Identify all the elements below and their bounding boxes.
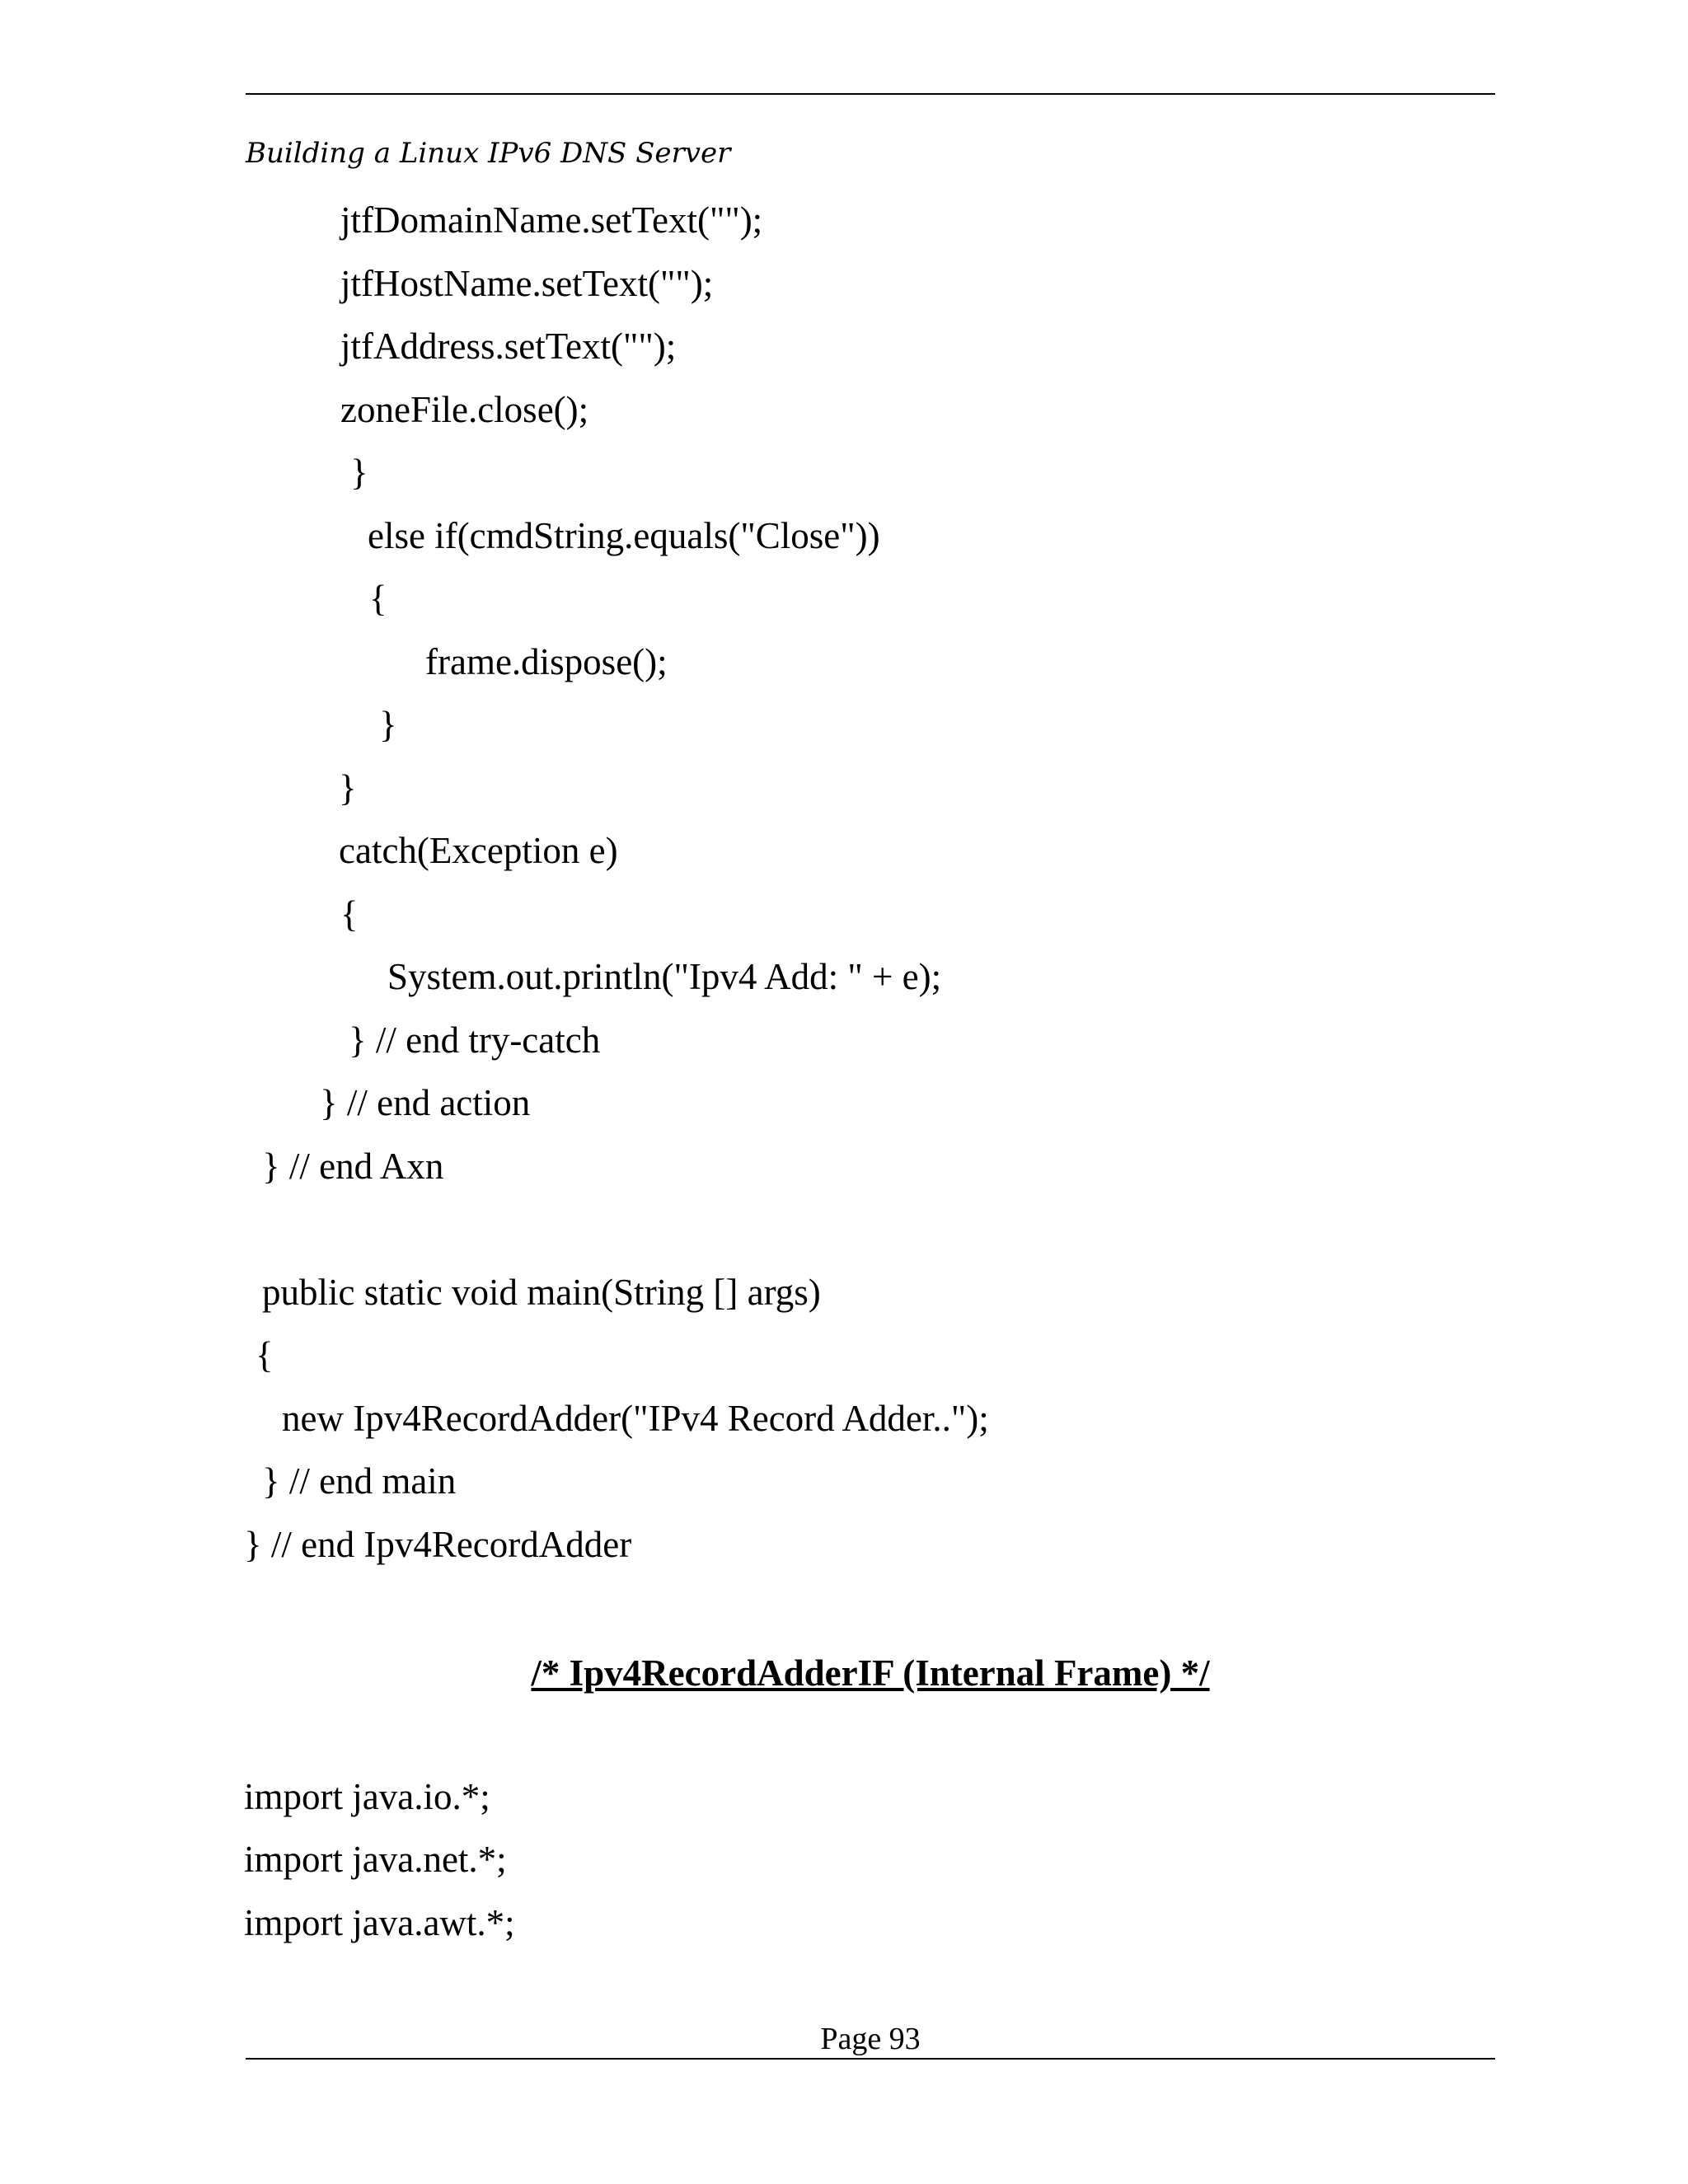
code-line: zoneFile.close(); (340, 389, 589, 430)
code-line: System.out.println("Ipv4 Add: " + e); (387, 956, 942, 997)
code-line: jtfDomainName.setText(""); (340, 199, 763, 241)
import-line: import java.io.*; (244, 1776, 490, 1817)
code-line: } // end action (320, 1082, 531, 1123)
code-line: new Ipv4RecordAdder("IPv4 Record Adder.."); (282, 1398, 989, 1439)
page-number: Page 93 (820, 2022, 921, 2056)
import-line: import java.awt.*; (244, 1902, 515, 1943)
code-line: { (256, 1334, 274, 1376)
header-rule (246, 93, 1495, 95)
import-line: import java.net.*; (244, 1839, 507, 1880)
code-line: { (369, 578, 387, 619)
code-line: public static void main(String [] args) (262, 1272, 821, 1313)
section-heading: /* Ipv4RecordAdderIF (Internal Frame) */ (531, 1652, 1210, 1694)
running-header-title: Building a Linux IPv6 DNS Server (246, 137, 731, 170)
code-line: catch(Exception e) (339, 830, 618, 871)
footer-rule (246, 2058, 1495, 2060)
code-line: } (350, 452, 368, 493)
code-line: } // end Ipv4RecordAdder (244, 1524, 632, 1565)
code-line: frame.dispose(); (425, 641, 668, 682)
code-line: jtfHostName.setText(""); (340, 263, 714, 304)
code-line: { (340, 893, 359, 935)
code-line: } // end main (262, 1460, 457, 1502)
code-line: } // end try-catch (349, 1019, 601, 1061)
code-line: } // end Axn (262, 1146, 444, 1187)
code-line: jtfAddress.setText(""); (340, 326, 677, 367)
code-line: } (339, 767, 357, 808)
code-line: else if(cmdString.equals("Close")) (368, 515, 880, 556)
code-line: } (379, 704, 397, 745)
